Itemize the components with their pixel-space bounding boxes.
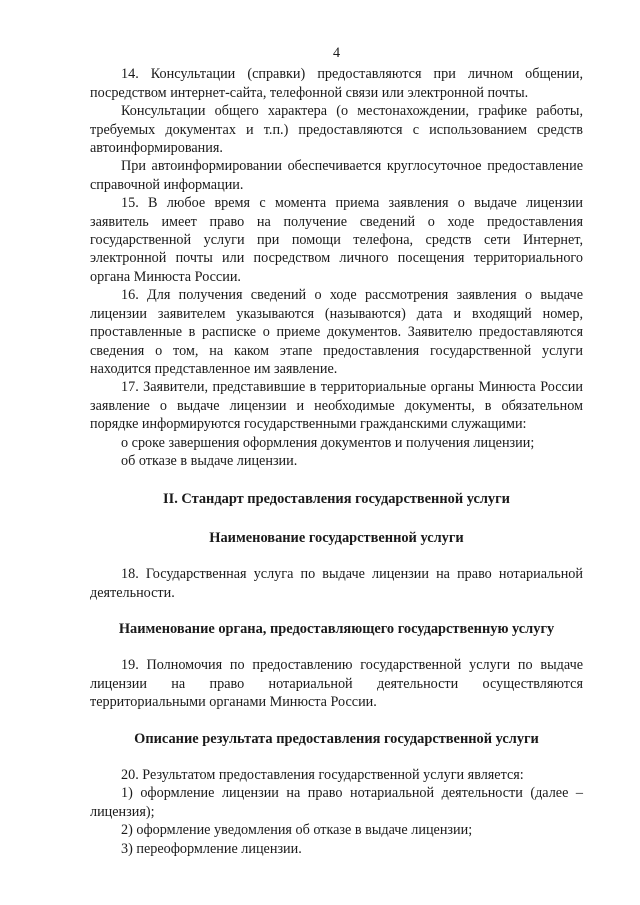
section-title: II. Стандарт предоставления государственной услуги	[163, 491, 510, 508]
page-number: 4	[332, 45, 341, 61]
list-item: 3) переоформление лицензии.	[121, 840, 302, 857]
paragraph-autoinform: При автоинформировании обеспечивается круглосуточное предоставление справочной информации.	[90, 158, 583, 193]
list-item: 1) оформление лицензии на право нотариальной деятельности (далее – лицензия);	[90, 785, 583, 820]
list-item: о сроке завершения оформления документов и получения лицензии;	[121, 434, 535, 451]
paragraph-16: 16. Для получения сведений о ходе рассмотрения заявления о выдаче лицензии заявителем указываются (называются) дата и входящий номер, проставленные в расписке о приеме документов. Заявителю предоставляются сведения о том, на каком этапе предоставления государственной услуги находится представленное им заявление.	[90, 287, 583, 377]
paragraph-18: 18. Государственная услуга по выдаче лицензии на право нотариальной деятельности.	[90, 566, 583, 601]
paragraph-15: 15. В любое время с момента приема заявления о выдаче лицензии заявитель имеет право на получение сведений о ходе предоставления государственной услуги при помощи телефона, средств сети Интернет, электронной почты или посредством личного посещения территориального органа Минюста России.	[90, 195, 583, 285]
paragraph-consultations: Консультации общего характера (о местонахождении, графике работы, требуемых документах и т.п.) предоставляются с использованием средств автоинформирования.	[90, 103, 583, 157]
paragraph-17: 17. Заявители, представившие в территориальные органы Минюста России заявление о выдаче лицензии и необходимые документы, в обязательном порядке информируются государственными гражданскими служащими:	[90, 379, 583, 433]
heading-result: Описание результата предоставления государственной услуги	[134, 730, 539, 747]
list-item: об отказе в выдаче лицензии.	[121, 452, 298, 469]
paragraph-20: 20. Результатом предоставления государственной услуги является:	[121, 767, 524, 783]
heading-authority: Наименование органа, предоставляющего государственную услугу	[118, 620, 555, 637]
paragraph-19: 19. Полномочия по предоставлению государственной услуги по выдаче лицензии на право нотариальной деятельности осуществляются территориальными органами Минюста России.	[90, 657, 583, 711]
list-item: 2) оформление уведомления об отказе в выдаче лицензии;	[121, 822, 473, 839]
paragraph-14: 14. Консультации (справки) предоставляются при личном общении, посредством интернет-сайта, телефонной связи или электронной почты.	[90, 66, 583, 101]
heading-service-name: Наименование государственной услуги	[209, 529, 464, 546]
